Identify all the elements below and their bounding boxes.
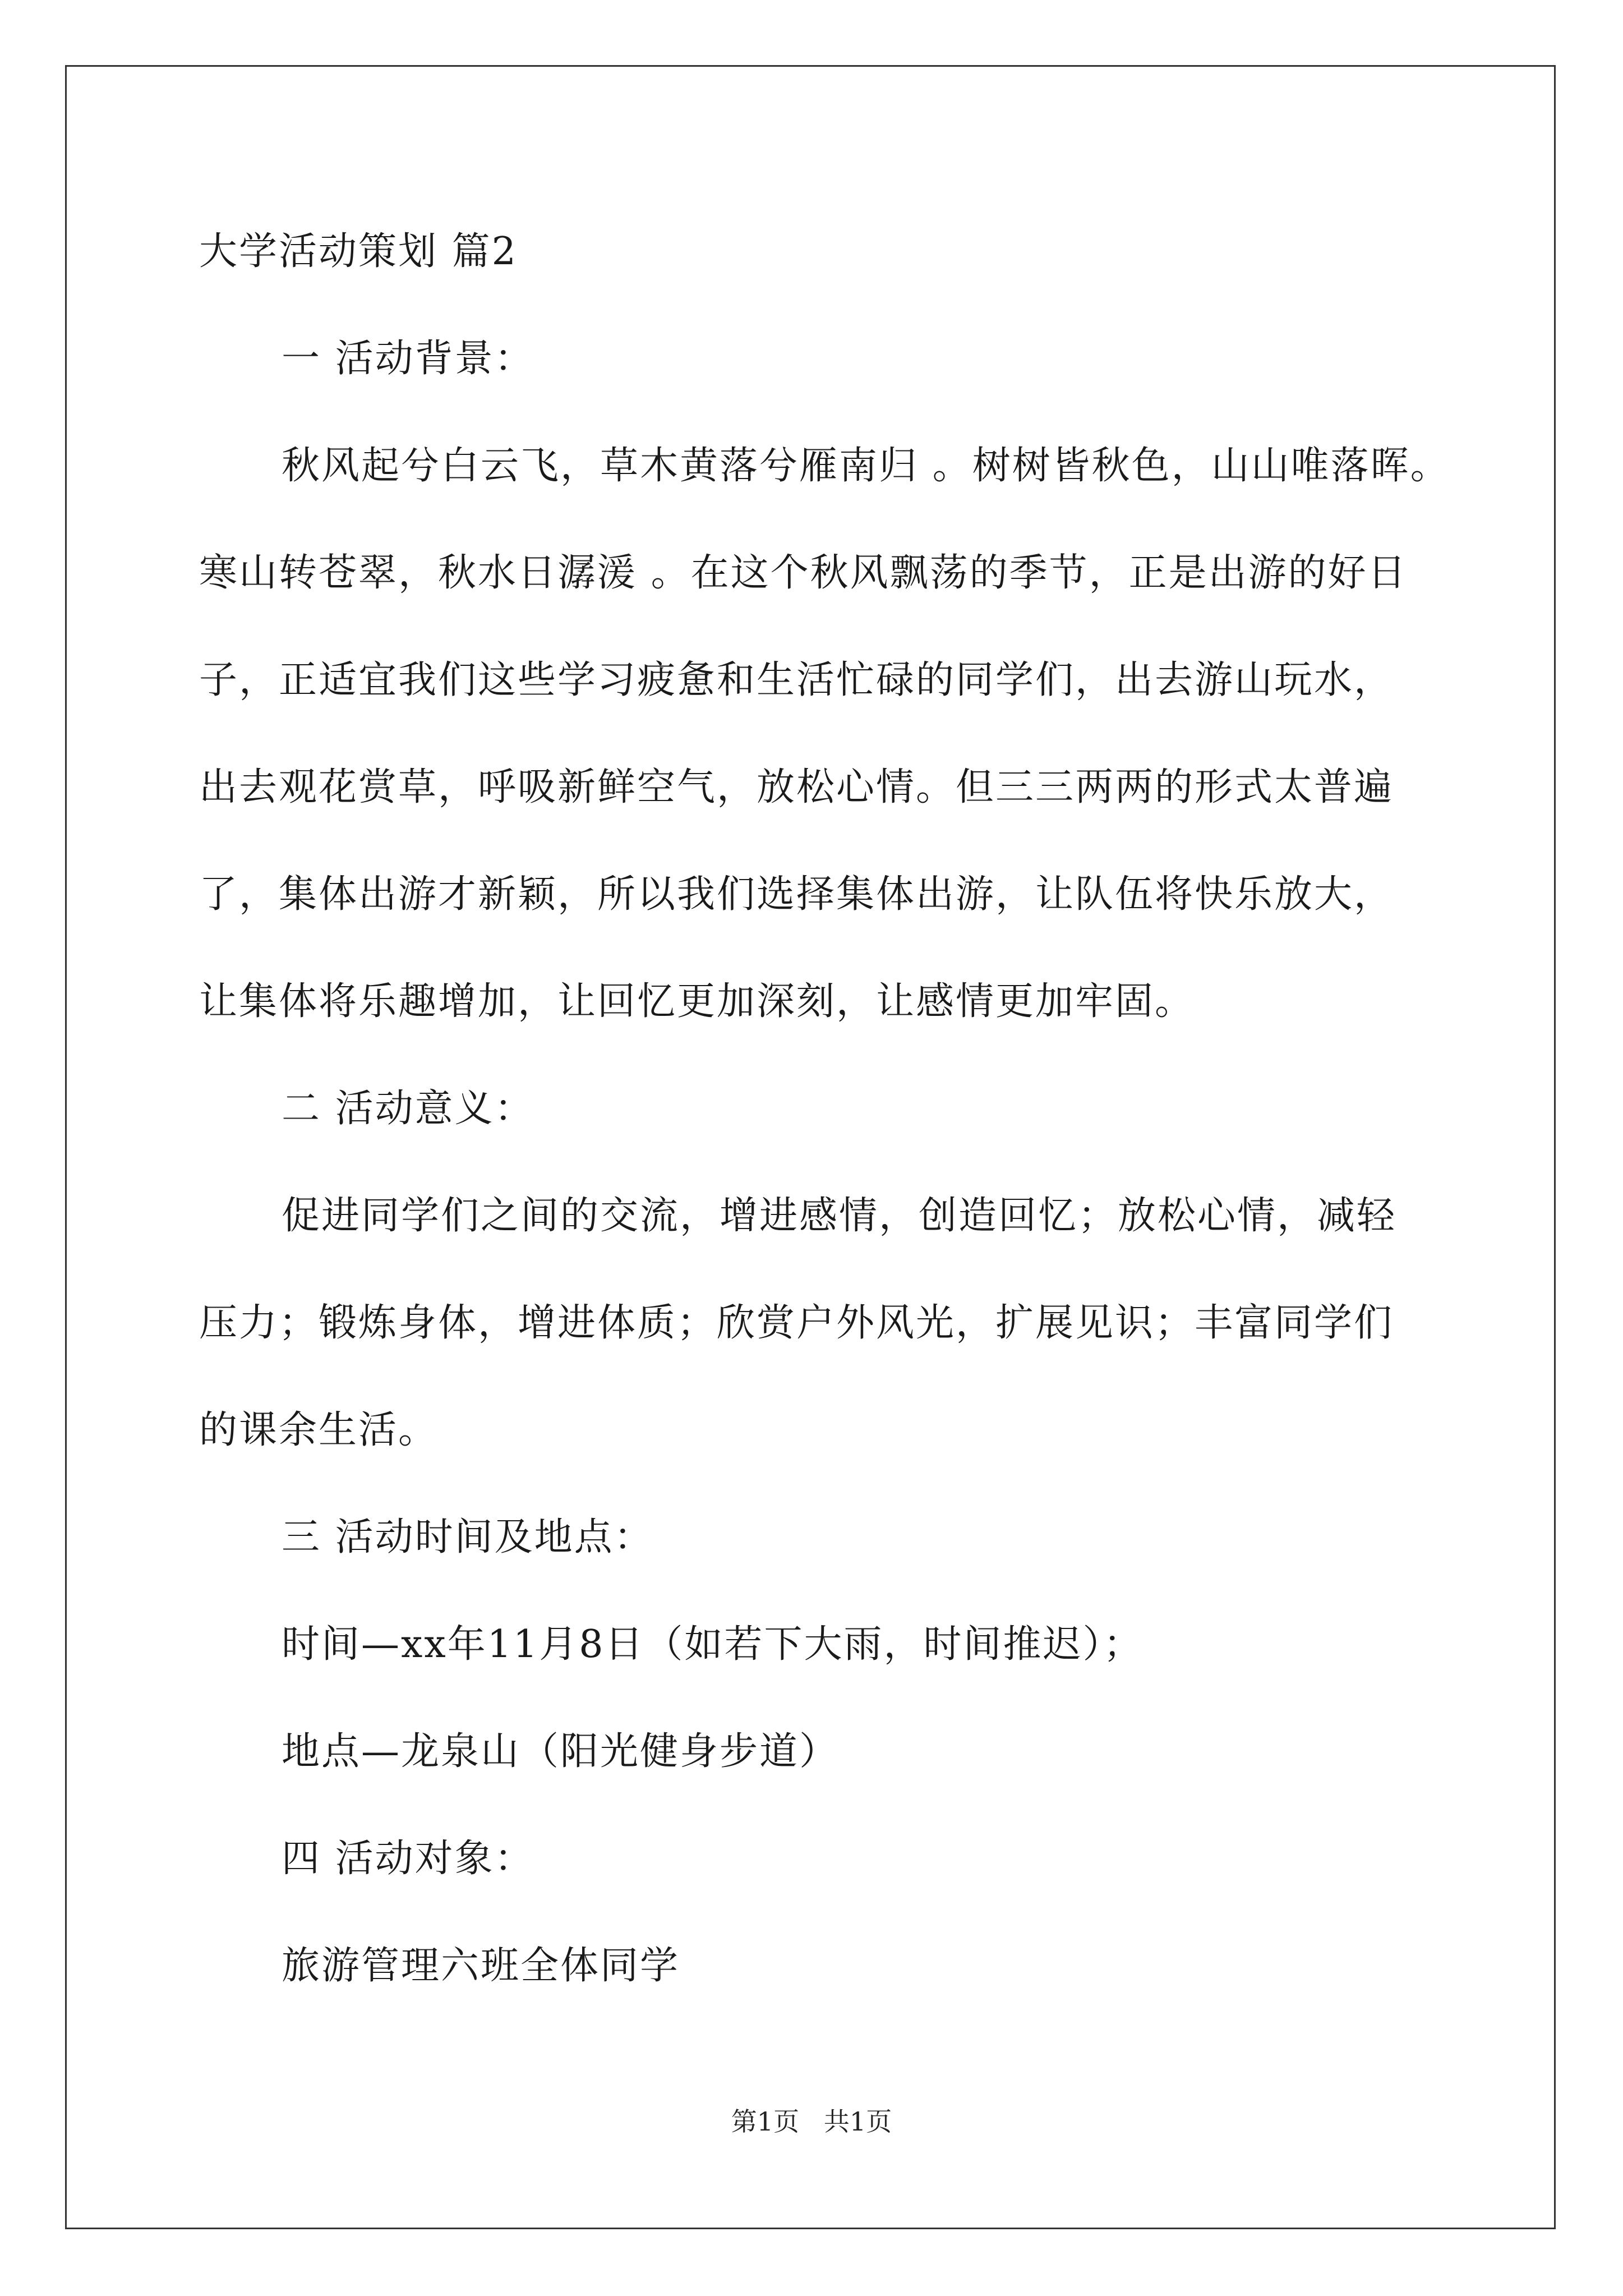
paragraph-line: 秋风起兮白云飞，草木黄落兮雁南归 。树树皆秋色，山山唯落晖。: [282, 444, 1450, 488]
paragraph-line: 的课余生活。: [199, 1408, 439, 1452]
paragraph-line: 让集体将乐趣增加，让回忆更加深刻，让感情更加牢固。: [199, 979, 1195, 1024]
paragraph-line: 了，集体出游才新颖，所以我们选择集体出游，让队伍将快乐放大，: [199, 872, 1394, 917]
paragraph-line: 寒山转苍翠，秋水日潺湲 。在这个秋风飘荡的季节，正是出游的好日: [199, 551, 1408, 595]
section-heading-time-place: 三 活动时间及地点：: [282, 1515, 654, 1559]
section-heading-significance: 二 活动意义：: [282, 1087, 534, 1131]
activity-time: 时间—xx年11月8日（如若下大雨，时间推迟）；: [282, 1622, 1144, 1667]
paragraph-line: 压力；锻炼身体，增进体质；欣赏户外风光，扩展见识；丰富同学们: [199, 1301, 1394, 1345]
activity-place: 地点—龙泉山（阳光健身步道）: [282, 1729, 840, 1774]
document-title: 大学活动策划 篇2: [199, 229, 518, 274]
page-footer: 第1页 共1页: [731, 2106, 892, 2137]
activity-participants: 旅游管理六班全体同学: [282, 1944, 680, 1988]
paragraph-line: 子，正适宜我们这些学习疲惫和生活忙碌的同学们，出去游山玩水，: [199, 658, 1394, 702]
section-heading-background: 一 活动背景：: [282, 337, 534, 381]
paragraph-line: 促进同学们之间的交流，增进感情，创造回忆；放松心情，减轻: [282, 1194, 1397, 1238]
paragraph-line: 出去观花赏草，呼吸新鲜空气，放松心情。但三三两两的形式太普遍: [199, 765, 1394, 809]
section-heading-participants: 四 活动对象：: [282, 1837, 534, 1881]
